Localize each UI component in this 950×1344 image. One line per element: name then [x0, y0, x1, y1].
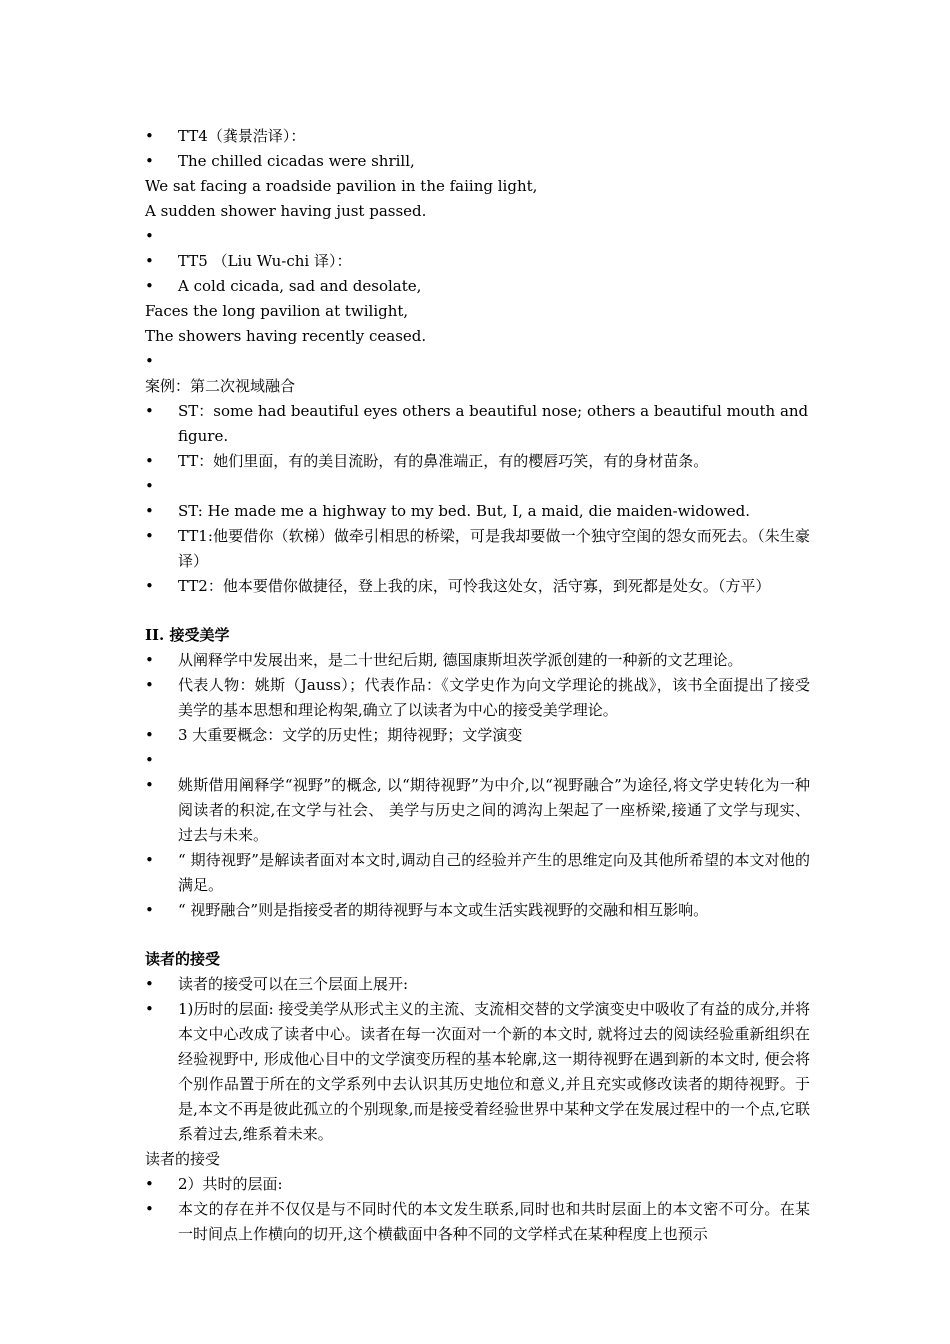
bullet-item: • ST: He made me a highway to my bed. But, I, a maid, die maiden-widowed.: [145, 499, 810, 524]
empty-bullet: [145, 748, 810, 773]
text-line: 读者的接受: [145, 1150, 221, 1168]
bullet-item: • 2）共时的层面:: [145, 1172, 810, 1197]
bullet-item: • 姚斯借用阐释学“视野”的概念, 以“期待视野”为中介,以“视野融合”为途径,将文学史转化为一种阅读者的积淀,在文学与社会、 美学与历史之间的鸿沟上架起了一座桥梁,接通了文学与现实、 过去与未来。: [145, 773, 810, 848]
bullet-item: • 代表人物：姚斯（Jauss）；代表作品：《文学史作为向文学理论的挑战》，该书全面提出了接受美学的基本思想和理论构架,确立了以读者为中心的接受美学理论。: [145, 673, 810, 723]
text-line: A sudden shower having just passed.: [145, 202, 427, 220]
bullet-item: • TT4（龚景浩译）：: [145, 124, 810, 149]
bullet-item: • ST：some had beautiful eyes others a beautiful nose; others a beautiful mouth and figure.: [145, 399, 810, 449]
empty-bullet: [145, 474, 810, 499]
text-line: 案例：第二次视域融合: [145, 377, 296, 395]
bullet-item: • TT5 （Liu Wu-chi 译）：: [145, 249, 810, 274]
bullet-item: • A cold cicada, sad and desolate,: [145, 274, 810, 299]
document-page: [145, 124, 815, 1247]
empty-bullet: [145, 224, 810, 249]
empty-bullet: [145, 349, 810, 374]
bullet-item: • 从阐释学中发展出来，是二十世纪后期, 德国康斯坦茨学派创建的一种新的文艺理论。: [145, 648, 810, 673]
bullet-item: • The chilled cicadas were shrill,: [145, 149, 810, 174]
text-line: Faces the long pavilion at twilight,: [145, 302, 409, 320]
bullet-item: • TT：她们里面，有的美目流盼，有的鼻准端正，有的樱唇巧笑，有的身材苗条。: [145, 449, 810, 474]
section-heading: II. 接受美学: [145, 626, 230, 644]
bullet-item: • 本文的存在并不仅仅是与不同时代的本文发生联系,同时也和共时层面上的本文密不可分。在某一时间点上作横向的切开,这个横截面中各种不同的文学样式在某种程度上也预示: [145, 1197, 810, 1247]
bullet-item: • “ 期待视野”是解读者面对本文时,调动自己的经验并产生的思维定向及其他所希望的本文对他的满足。: [145, 848, 810, 898]
bullet-item: • “ 视野融合”则是指接受者的期待视野与本文或生活实践视野的交融和相互影响。: [145, 898, 810, 923]
bullet-item: • TT2：他本要借你做捷径，登上我的床，可怜我这处女，活守寡，到死都是处女。（方平）: [145, 574, 810, 599]
text-line: The showers having recently ceased.: [145, 327, 427, 345]
text-line: We sat facing a roadside pavilion in the faiing light,: [145, 177, 538, 195]
bullet-item: • TT1:他要借你（软梯）做牵引相思的桥梁，可是我却要做一个独守空闺的怨女而死去。（朱生豪译）: [145, 524, 810, 574]
bullet-item: • 3 大重要概念：文学的历史性；期待视野；文学演变: [145, 723, 810, 748]
bullet-item: • 1)历时的层面: 接受美学从形式主义的主流、支流相交替的文学演变史中吸收了有益的成分,并将本文中心改成了读者中心。读者在每一次面对一个新的本文时, 就将过去的阅读经验重新组织在经验视野中, 形成他心目中的文学演变历程的基本轮廓,这一期待视野在遇到新的本文时, 便会将个别作品置于所在的文学系列中去认识其历史地位和意义,并且充实或修改读者的期待视野。于是,本文不再是彼此孤立的个别现象,而是接受着经验世界中某种文学在发展过程中的一个点,它联系着过去,维系着未来。: [145, 997, 810, 1147]
spacer: [145, 923, 810, 947]
section-heading: 读者的接受: [145, 950, 221, 968]
bullet-item: • 读者的接受可以在三个层面上展开:: [145, 972, 810, 997]
spacer: [145, 599, 810, 623]
